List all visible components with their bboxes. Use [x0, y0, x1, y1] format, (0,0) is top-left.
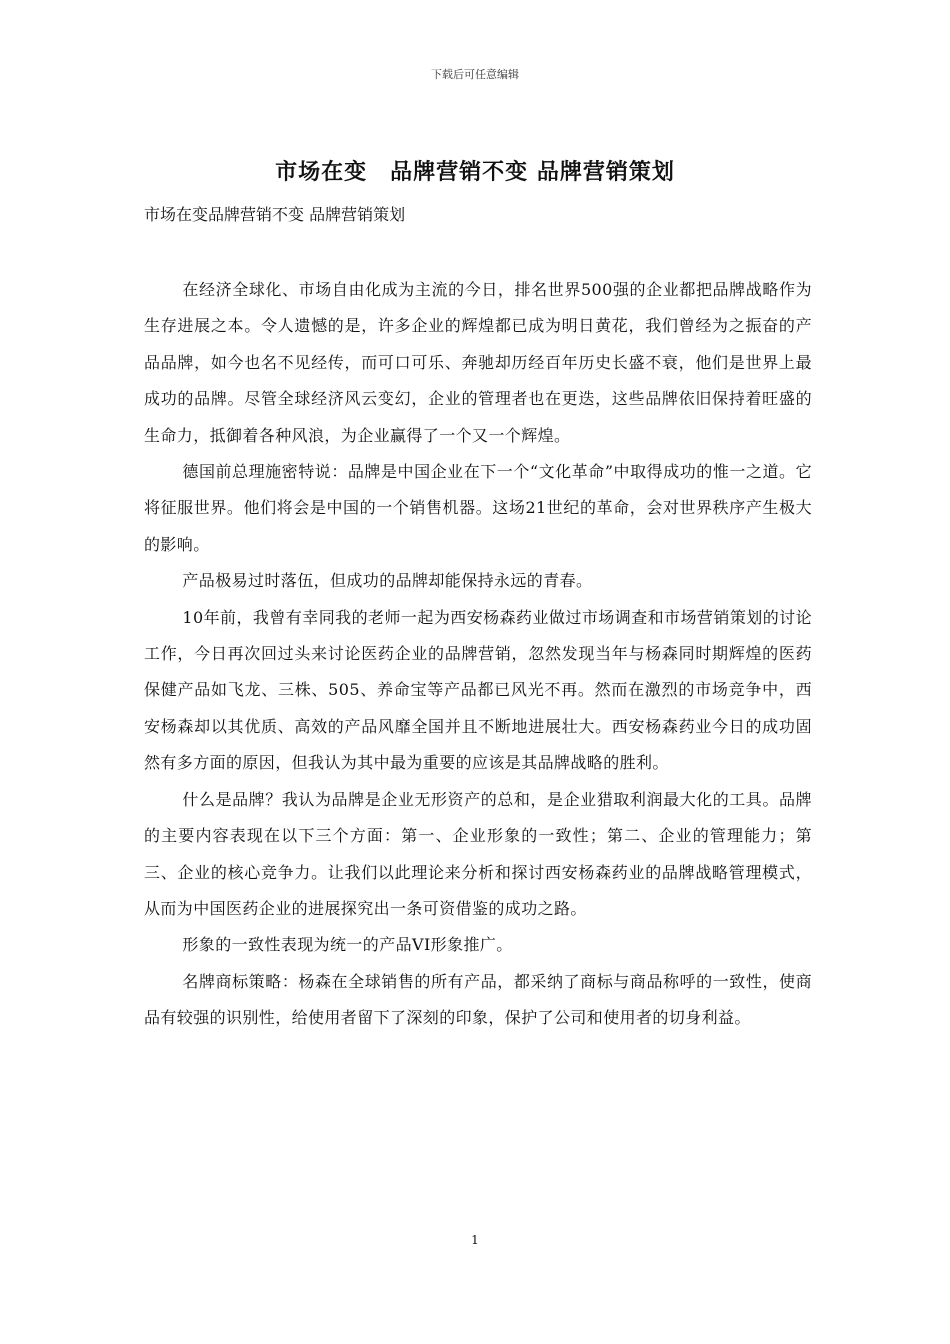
paragraph-7: 名牌商标策略：杨森在全球销售的所有产品，都采纳了商标与商品称呼的一致性，使商品有较强的识别性，给使用者留下了深刻的印象，保护了公司和使用者的切身利益。 — [144, 971, 812, 1028]
paragraph-4: 10年前，我曾有幸同我的老师一起为西安杨森药业做过市场调查和市场营销策划的讨论工作，今日再次回过头来讨论医药企业的品牌营销，忽然发现当年与杨森同时期辉煌的医药保健产品如飞龙、三株、505、养命宝等产品都已风光不再。然而在激烈的市场竞争中，西安杨森却以其优质、高效的产品风靡全国并且不断地进展壮大。西安杨森药业今日的成功固然有多方面的原因，但我认为其中最为重要的应该是其品牌战略的胜利。 — [144, 607, 812, 773]
document-title: 市场在变 品牌营销不变 品牌营销策划 — [275, 159, 675, 185]
document-subtitle: 市场在变品牌营销不变 品牌营销策划 — [144, 205, 406, 224]
paragraph-3: 产品极易过时落伍，但成功的品牌却能保持永远的青春。 — [182, 571, 593, 591]
paragraph-6: 形象的一致性表现为统一的产品VI形象推广。 — [182, 935, 513, 955]
document-body — [144, 272, 812, 1037]
paragraph-1: 在经济全球化、市场自由化成为主流的今日，排名世界500强的企业都把品牌战略作为生存进展之本。令人遗憾的是，许多企业的辉煌都已成为明日黄花，我们曾经为之振奋的产品品牌，如今也名不见经传，而可口可乐、奔驰却历经百年历史长盛不衰，他们是世界上最成功的品牌。尽管全球经济风云变幻，企业的管理者也在更迭，这些品牌依旧保持着旺盛的生命力，抵御着各种风浪，为企业赢得了一个又一个辉煌。 — [144, 280, 812, 445]
page-number: 1 — [471, 1233, 479, 1247]
page-header-note: 下载后可任意编辑 — [431, 68, 519, 81]
paragraph-2: 德国前总理施密特说：品牌是中国企业在下一个“文化革命”中取得成功的惟一之道。它将征服世界。他们将会是中国的一个销售机器。这场21世纪的革命，会对世界秩序产生极大的影响。 — [144, 462, 812, 554]
paragraph-5: 什么是品牌？我认为品牌是企业无形资产的总和，是企业猎取利润最大化的工具。品牌的主要内容表现在以下三个方面：第一、企业形象的一致性；第二、企业的管理能力；第三、企业的核心竞争力。让我们以此理论来分析和探讨西安杨森药业的品牌战略管理模式，从而为中国医药企业的进展探究出一条可资借鉴的成功之路。 — [144, 789, 812, 918]
